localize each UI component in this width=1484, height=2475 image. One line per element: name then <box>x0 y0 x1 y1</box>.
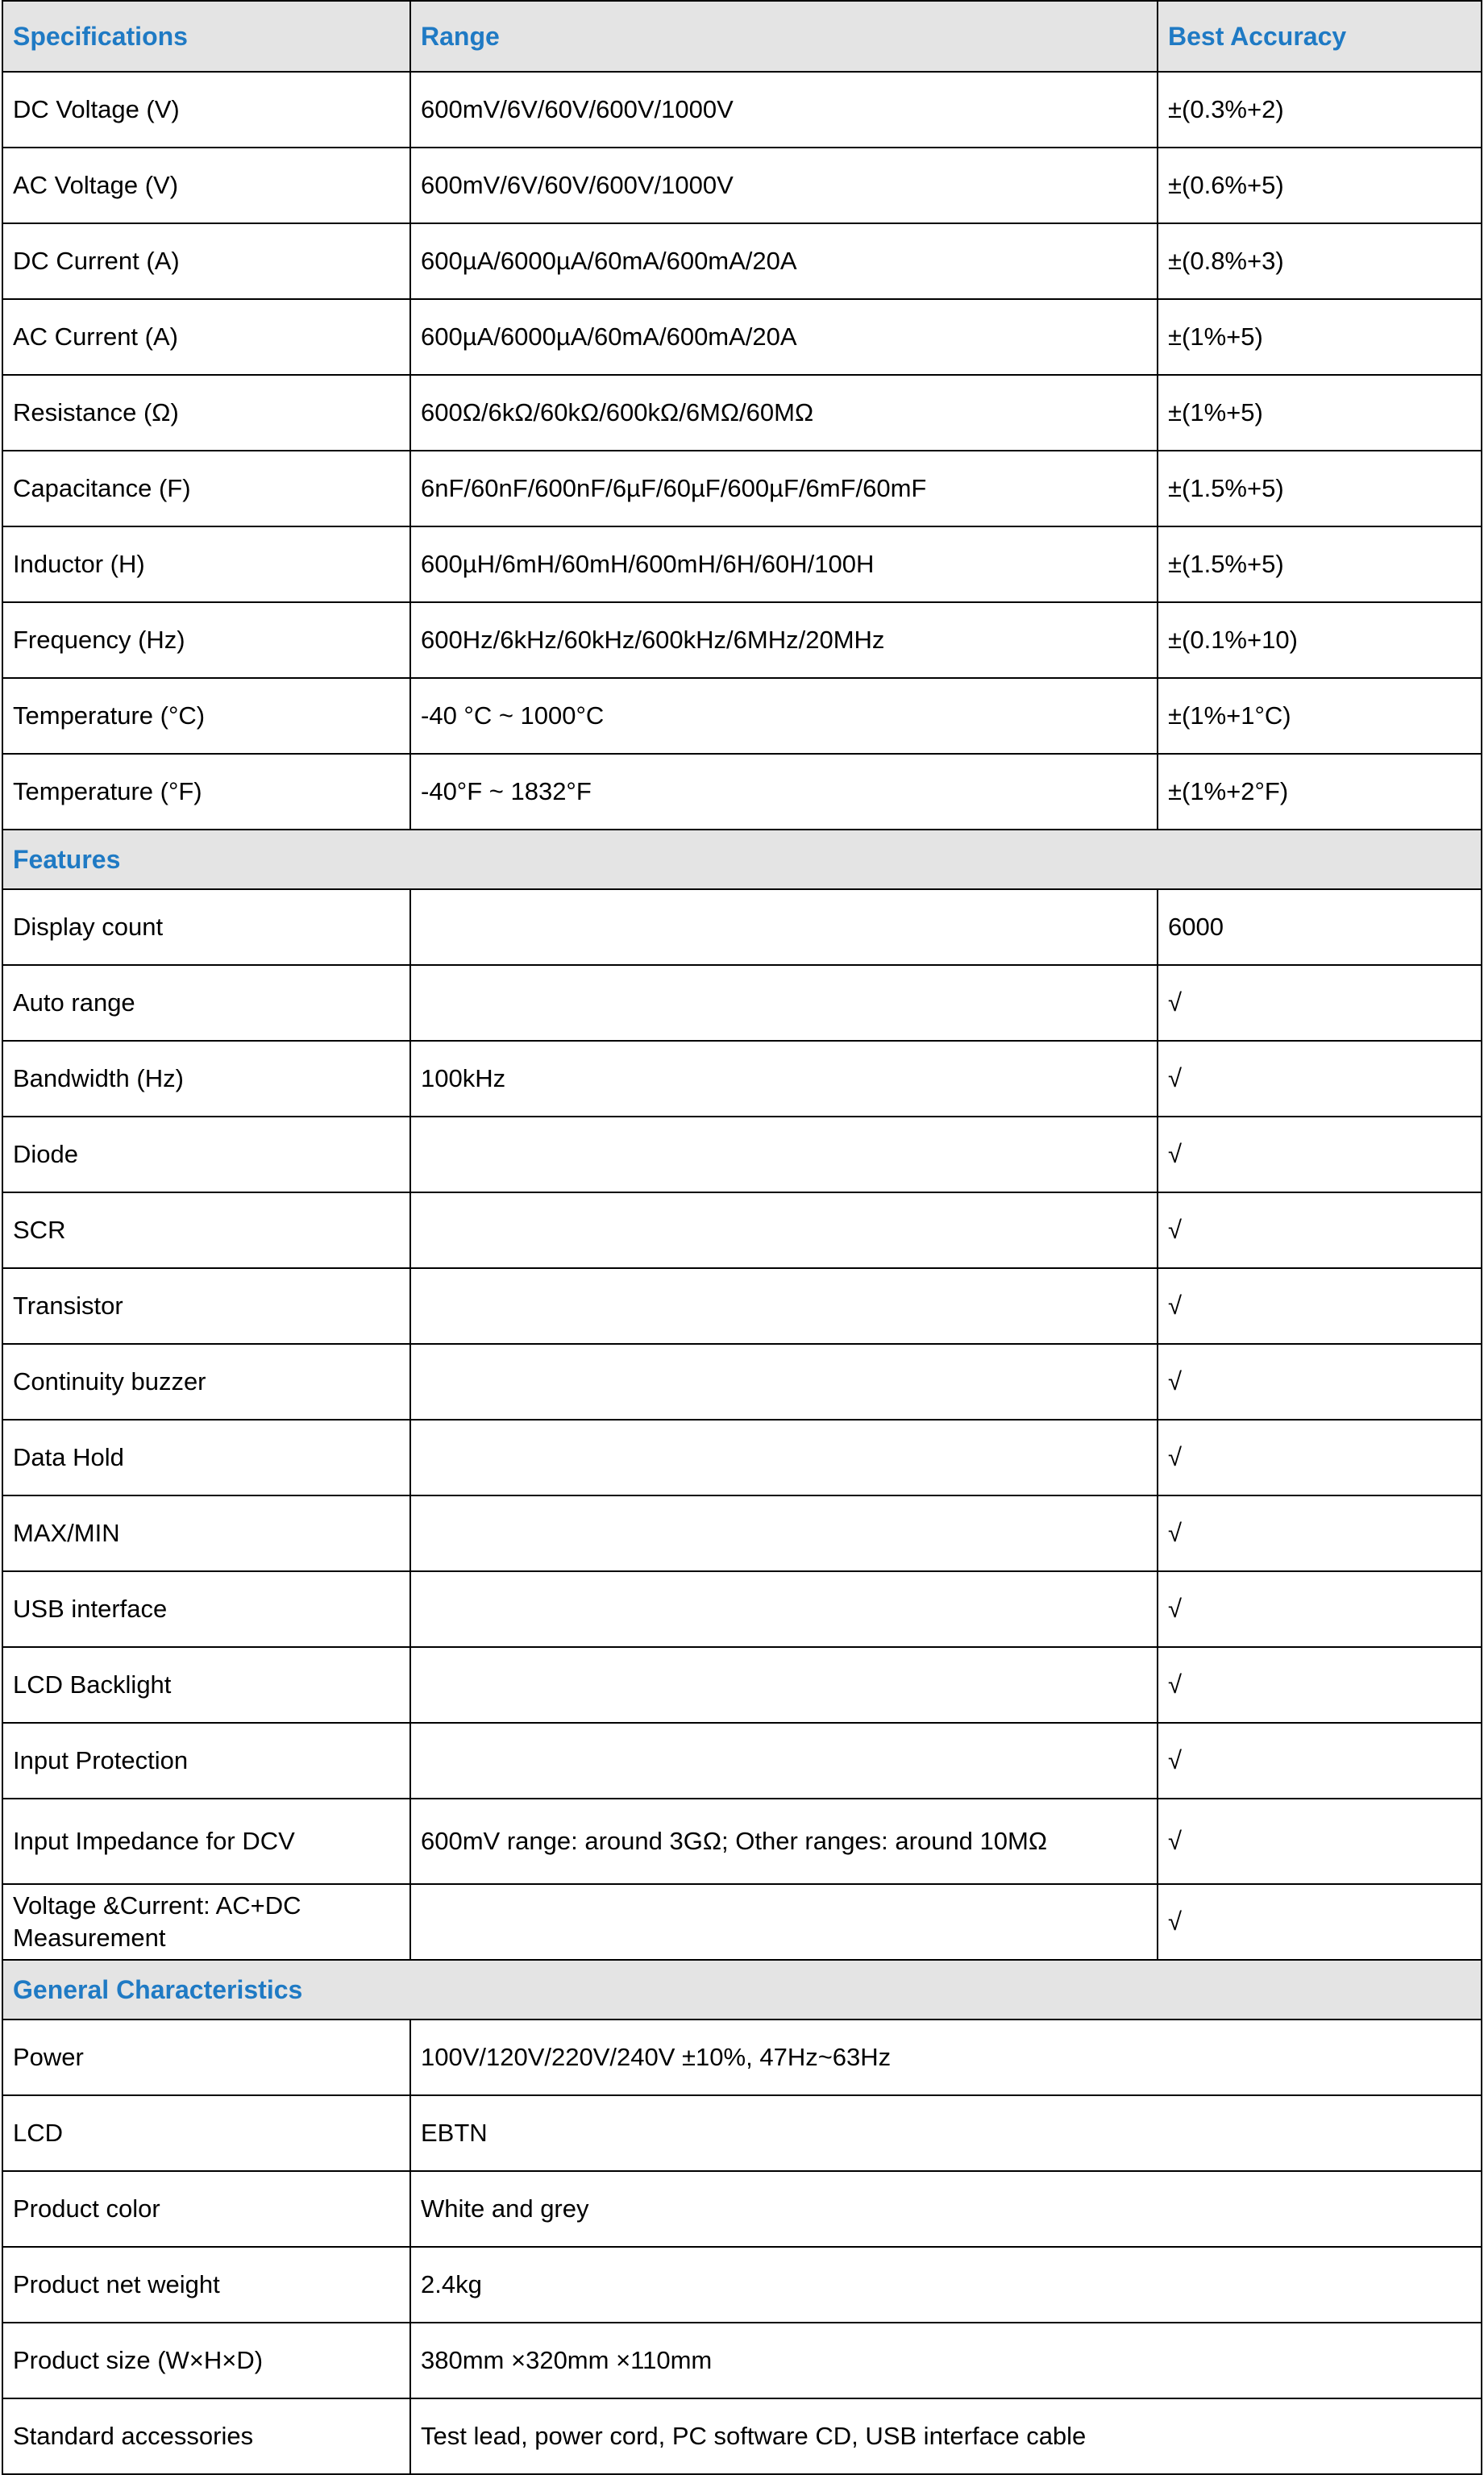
table-header-row <box>2 1 1482 72</box>
row-check-mark: √ <box>1158 1571 1482 1647</box>
row-value: 2.4kg <box>410 2247 1482 2323</box>
row-label: Transistor <box>2 1268 410 1344</box>
row-check-mark: √ <box>1158 1268 1482 1344</box>
table-row <box>2 1041 1482 1117</box>
table-row <box>2 1571 1482 1647</box>
column-header-best-accuracy: Best Accuracy <box>1158 1 1482 72</box>
table-row <box>2 1799 1482 1884</box>
table-row <box>2 889 1482 965</box>
row-label: Continuity buzzer <box>2 1344 410 1420</box>
row-range <box>410 1420 1158 1495</box>
row-label: Temperature (°F) <box>2 754 410 830</box>
row-range: 600mV/6V/60V/600V/1000V <box>410 148 1158 223</box>
row-label: Capacitance (F) <box>2 451 410 526</box>
row-label: AC Voltage (V) <box>2 148 410 223</box>
row-check-mark: √ <box>1158 1723 1482 1799</box>
row-accuracy: ±(1%+1°C) <box>1158 678 1482 754</box>
table-row <box>2 2247 1482 2323</box>
row-range <box>410 1571 1158 1647</box>
table-row <box>2 526 1482 602</box>
table-row <box>2 754 1482 830</box>
row-range <box>410 1884 1158 1960</box>
row-label: AC Current (A) <box>2 299 410 375</box>
row-value: 100V/120V/220V/240V ±10%, 47Hz~63Hz <box>410 2020 1482 2095</box>
row-label: Temperature (°C) <box>2 678 410 754</box>
row-accuracy: ±(0.1%+10) <box>1158 602 1482 678</box>
row-label: Voltage &Current: AC+DC Measurement <box>2 1884 410 1960</box>
row-label: DC Voltage (V) <box>2 72 410 148</box>
row-accuracy: ±(0.3%+2) <box>1158 72 1482 148</box>
table-row <box>2 2171 1482 2247</box>
row-label: MAX/MIN <box>2 1495 410 1571</box>
row-value: 380mm ×320mm ×110mm <box>410 2323 1482 2398</box>
row-range <box>410 1647 1158 1723</box>
table-row <box>2 2323 1482 2398</box>
row-label: Input Impedance for DCV <box>2 1799 410 1884</box>
row-label: LCD Backlight <box>2 1647 410 1723</box>
row-range <box>410 1723 1158 1799</box>
row-label: SCR <box>2 1192 410 1268</box>
row-range <box>410 1344 1158 1420</box>
row-label: Product net weight <box>2 2247 410 2323</box>
table-row <box>2 1723 1482 1799</box>
row-check-mark: √ <box>1158 965 1482 1041</box>
row-check-mark: √ <box>1158 1420 1482 1495</box>
row-range: 100kHz <box>410 1041 1158 1117</box>
row-label: DC Current (A) <box>2 223 410 299</box>
row-label: USB interface <box>2 1571 410 1647</box>
table-row <box>2 965 1482 1041</box>
row-range: 600mV range: around 3GΩ; Other ranges: around 10MΩ <box>410 1799 1158 1884</box>
row-label: Auto range <box>2 965 410 1041</box>
table-row <box>2 678 1482 754</box>
table-row <box>2 375 1482 451</box>
row-label: LCD <box>2 2095 410 2171</box>
row-range: 600µH/6mH/60mH/600mH/6H/60H/100H <box>410 526 1158 602</box>
row-check-mark: √ <box>1158 1117 1482 1192</box>
row-label: Data Hold <box>2 1420 410 1495</box>
row-accuracy: ±(1.5%+5) <box>1158 451 1482 526</box>
section-heading-general-characteristics: General Characteristics <box>2 1960 1482 2020</box>
row-label: Power <box>2 2020 410 2095</box>
row-value: Test lead, power cord, PC software CD, USB interface cable <box>410 2398 1482 2474</box>
table-row <box>2 2020 1482 2095</box>
row-range <box>410 889 1158 965</box>
table-row <box>2 223 1482 299</box>
row-check-mark: √ <box>1158 1799 1482 1884</box>
row-accuracy: 6000 <box>1158 889 1482 965</box>
row-accuracy: ±(1%+5) <box>1158 299 1482 375</box>
section-header-row <box>2 1960 1482 2020</box>
table-row <box>2 1117 1482 1192</box>
section-header-row <box>2 830 1482 889</box>
row-label: Product color <box>2 2171 410 2247</box>
section-heading-features: Features <box>2 830 1482 889</box>
row-label: Resistance (Ω) <box>2 375 410 451</box>
row-range: 6nF/60nF/600nF/6µF/60µF/600µF/6mF/60mF <box>410 451 1158 526</box>
row-label: Product size (W×H×D) <box>2 2323 410 2398</box>
table-row <box>2 602 1482 678</box>
table-row <box>2 451 1482 526</box>
row-range: -40°F ~ 1832°F <box>410 754 1158 830</box>
row-accuracy: ±(1%+5) <box>1158 375 1482 451</box>
row-value: EBTN <box>410 2095 1482 2171</box>
table-row <box>2 1420 1482 1495</box>
row-label: Bandwidth (Hz) <box>2 1041 410 1117</box>
row-range: -40 °C ~ 1000°C <box>410 678 1158 754</box>
table-row <box>2 148 1482 223</box>
row-range <box>410 1117 1158 1192</box>
row-check-mark: √ <box>1158 1041 1482 1117</box>
row-range: 600mV/6V/60V/600V/1000V <box>410 72 1158 148</box>
row-label: Display count <box>2 889 410 965</box>
row-accuracy: ±(0.8%+3) <box>1158 223 1482 299</box>
specifications-table <box>2 0 1482 2475</box>
row-check-mark: √ <box>1158 1647 1482 1723</box>
table-row <box>2 1192 1482 1268</box>
row-value: White and grey <box>410 2171 1482 2247</box>
row-label: Standard accessories <box>2 2398 410 2474</box>
row-range <box>410 965 1158 1041</box>
row-range: 600Ω/6kΩ/60kΩ/600kΩ/6MΩ/60MΩ <box>410 375 1158 451</box>
column-header-range: Range <box>410 1 1158 72</box>
table-row <box>2 2095 1482 2171</box>
table-row <box>2 1884 1482 1960</box>
row-range <box>410 1192 1158 1268</box>
row-range: 600µA/6000µA/60mA/600mA/20A <box>410 223 1158 299</box>
table-row <box>2 1268 1482 1344</box>
row-label: Input Protection <box>2 1723 410 1799</box>
row-label: Diode <box>2 1117 410 1192</box>
row-range <box>410 1268 1158 1344</box>
table-row <box>2 1344 1482 1420</box>
row-range: 600Hz/6kHz/60kHz/600kHz/6MHz/20MHz <box>410 602 1158 678</box>
row-accuracy: ±(1.5%+5) <box>1158 526 1482 602</box>
row-check-mark: √ <box>1158 1884 1482 1960</box>
row-accuracy: ±(1%+2°F) <box>1158 754 1482 830</box>
row-check-mark: √ <box>1158 1495 1482 1571</box>
table-row <box>2 1647 1482 1723</box>
row-label: Frequency (Hz) <box>2 602 410 678</box>
row-label: Inductor (H) <box>2 526 410 602</box>
column-header-specifications: Specifications <box>2 1 410 72</box>
row-range <box>410 1495 1158 1571</box>
table-row <box>2 72 1482 148</box>
row-check-mark: √ <box>1158 1344 1482 1420</box>
table-row <box>2 2398 1482 2474</box>
row-range: 600µA/6000µA/60mA/600mA/20A <box>410 299 1158 375</box>
row-check-mark: √ <box>1158 1192 1482 1268</box>
table-row <box>2 299 1482 375</box>
row-accuracy: ±(0.6%+5) <box>1158 148 1482 223</box>
table-row <box>2 1495 1482 1571</box>
